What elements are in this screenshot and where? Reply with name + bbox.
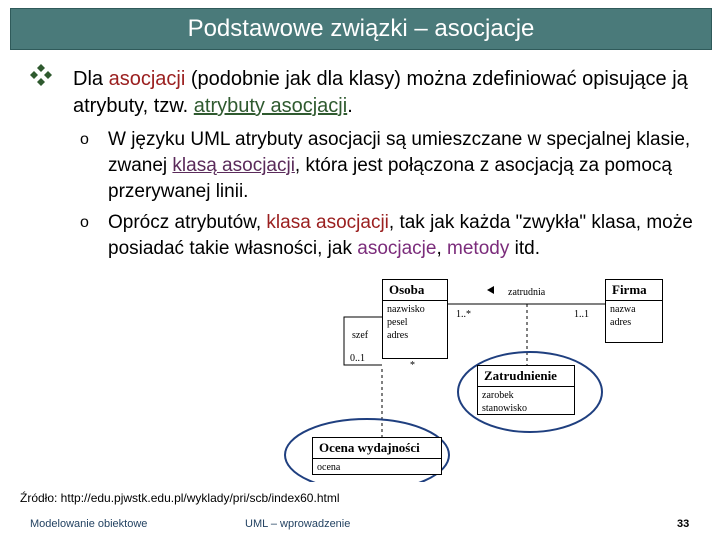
attr-zarobek: zarobek — [482, 390, 514, 401]
term-asocjacje: asocjacje — [357, 238, 437, 259]
class-firma — [605, 279, 663, 343]
slide-title: Podstawowe związki – asocjacje — [187, 15, 535, 42]
footer-topic: UML – wprowadzenie — [245, 518, 351, 530]
term-metody: metody — [447, 238, 510, 259]
class-zatrudnienie-name: Zatrudnienie — [478, 366, 574, 387]
class-zatrudnienie — [477, 365, 575, 415]
footer-course: Modelowanie obiektowe — [30, 518, 148, 530]
self-label: szef — [352, 330, 369, 341]
class-ocena-name: Ocena wydajności — [313, 438, 441, 459]
mult-left: 1..* — [456, 309, 471, 320]
uml-diagram — [282, 277, 662, 482]
attr-nazwa: nazwa — [610, 304, 636, 315]
class-ocena-wydajnosci — [312, 437, 442, 475]
attr-nazwisko: nazwisko — [387, 304, 425, 315]
bullet-text: Dla asocjacji (podobnie jak dla klasy) można zdefiniować opisujące ją atrybuty, tzw. atrybuty asocjacji. — [73, 68, 688, 117]
class-osoba-name: Osoba — [383, 280, 447, 301]
term-asocjacji: asocjacji — [108, 68, 186, 90]
assoc-label: zatrudnia — [508, 287, 546, 298]
attr-pesel: pesel — [387, 317, 408, 328]
attr-stanowisko: stanowisko — [482, 403, 527, 414]
source-text: Źródło: http://edu.pjwstk.edu.pl/wyklady/pri/scb/index60.html — [20, 491, 340, 505]
attr-adres: adres — [387, 330, 409, 341]
term-atrybuty-asocjacji: atrybuty asocjacji — [193, 95, 348, 117]
mult-right: 1..1 — [574, 309, 589, 320]
ring-bullet-icon: o — [80, 214, 89, 231]
title-bar — [10, 8, 712, 50]
class-firma-name: Firma — [606, 280, 662, 301]
page-number: 33 — [677, 518, 690, 530]
attr-adres-firma: adres — [610, 317, 632, 328]
ring-bullet-icon: o — [80, 131, 89, 148]
attr-ocena: ocena — [317, 462, 341, 473]
sub-bullet-2: Oprócz atrybutów, klasa asocjacji, tak jak każda "zwykła" klasa, może posiadać takie własności, jak asocjacje, metody itd. — [108, 212, 693, 259]
diamond-bullet-icon — [28, 62, 54, 88]
mult-star: * — [410, 360, 415, 371]
term-klasa-asocjacji-2: klasa asocjacji — [266, 212, 389, 233]
sub-bullet-1: W języku UML atrybuty asocjacji są umieszczane w specjalnej klasie, zwanej klasą asocjacji, która jest połączona z asocjacją za pomocą przerywanej linii. — [108, 129, 691, 202]
term-klasa-asocjacji: klasą asocjacji — [172, 155, 295, 176]
self-mult: 0..1 — [350, 353, 365, 364]
class-osoba — [382, 279, 448, 359]
